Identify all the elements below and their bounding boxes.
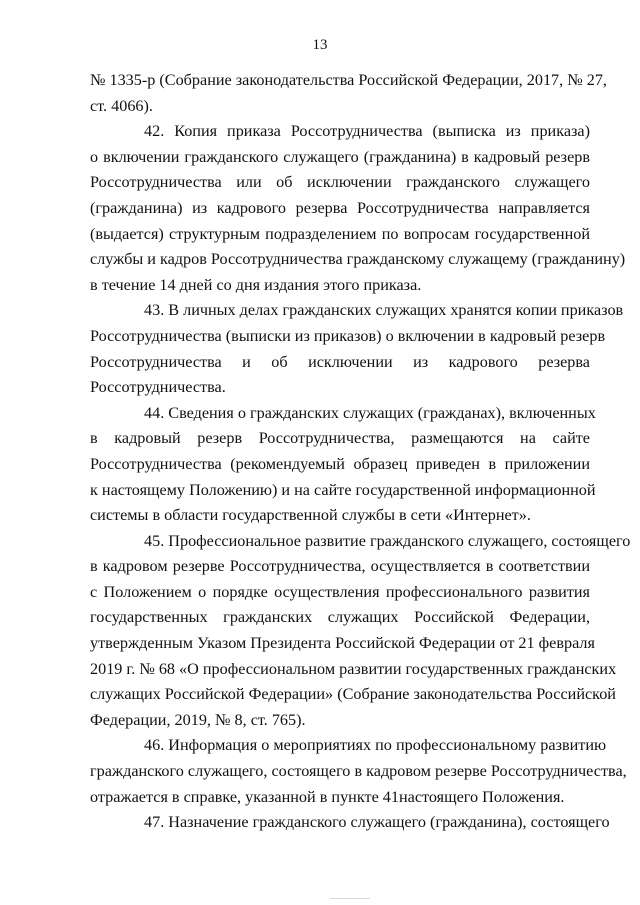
text-line: ст. 4066).: [90, 96, 153, 115]
document-body: [90, 68, 631, 836]
text-line: Россотрудничества.: [90, 378, 226, 397]
text-line: 44. Сведения о гражданских служащих (гражданах), включенных: [144, 403, 596, 422]
text-line: с Положением о порядке осуществления профессионального развития: [90, 582, 590, 601]
scan-artifact: [330, 898, 370, 899]
text-line: 46. Информация о мероприятиях по профессиональному развитию: [144, 736, 607, 755]
text-line: Россотрудничества (выписки из приказов) о включении в кадровый резерв: [90, 326, 606, 345]
text-line: (выдается) структурным подразделением по вопросам государственной: [90, 224, 590, 243]
text-line: 42. Копия приказа Россотрудничества (выписка из приказа): [144, 122, 590, 141]
paragraph-item-46: [90, 733, 627, 810]
text-line: 47. Назначение гражданского служащего (гражданина), состоящего: [144, 813, 610, 832]
text-line: Россотрудничества и об исключении из кадрового резерва: [90, 352, 590, 371]
text-line: служащих Российской Федерации» (Собрание законодательства Российской: [90, 685, 616, 704]
text-line: Россотрудничества (рекомендуемый образец приведен в приложении: [90, 454, 590, 473]
text-line: № 1335-р (Собрание законодательства Российской Федерации, 2017, № 27,: [90, 71, 607, 89]
paragraph-item-45: [90, 529, 631, 734]
text-line: службы и кадров Россотрудничества гражданскому служащему (гражданину): [90, 250, 626, 269]
paragraph-item-44: [90, 401, 596, 529]
text-line: Россотрудничества или об исключении гражданского служащего: [90, 173, 590, 192]
text-line: государственных гражданских служащих Российской Федерации,: [90, 608, 590, 627]
text-line: (гражданина) из кадрового резерва Россотрудничества направляется: [90, 198, 590, 217]
text-line: отражается в справке, указанной в пункте 41настоящего Положения.: [90, 787, 565, 806]
text-line: 2019 г. № 68 «О профессиональном развитии государственных гражданских: [90, 659, 617, 678]
paragraph-item-42: [90, 119, 626, 298]
text-line: в течение 14 дней со дня издания этого приказа.: [90, 275, 422, 294]
text-line: 45. Профессиональное развитие гражданского служащего, состоящего: [144, 531, 631, 550]
text-line: Федерации, 2019, № 8, ст. 765).: [90, 710, 306, 729]
text-line: о включении гражданского служащего (гражданина) в кадровый резерв: [90, 147, 590, 166]
text-line: в кадровом резерве Россотрудничества, осуществляется в соответствии: [90, 557, 590, 576]
paragraph-item-47: [90, 810, 610, 836]
text-line: 43. В личных делах гражданских служащих хранятся копии приказов: [144, 301, 624, 320]
text-line: утвержденным Указом Президента Российской Федерации от 21 февраля: [90, 634, 595, 653]
page-number: 13: [312, 37, 328, 53]
text-line: в кадровый резерв Россотрудничества, размещаются на сайте: [90, 429, 590, 448]
paragraph-item-43: [90, 298, 624, 400]
text-line: системы в области государственной службы в сети «Интернет».: [90, 506, 531, 525]
paragraph-continuation: [90, 68, 607, 119]
text-line: гражданского служащего, состоящего в кадровом резерве Россотрудничества,: [90, 762, 627, 781]
text-line: к настоящему Положению) и на сайте государственной информационной: [90, 480, 596, 499]
